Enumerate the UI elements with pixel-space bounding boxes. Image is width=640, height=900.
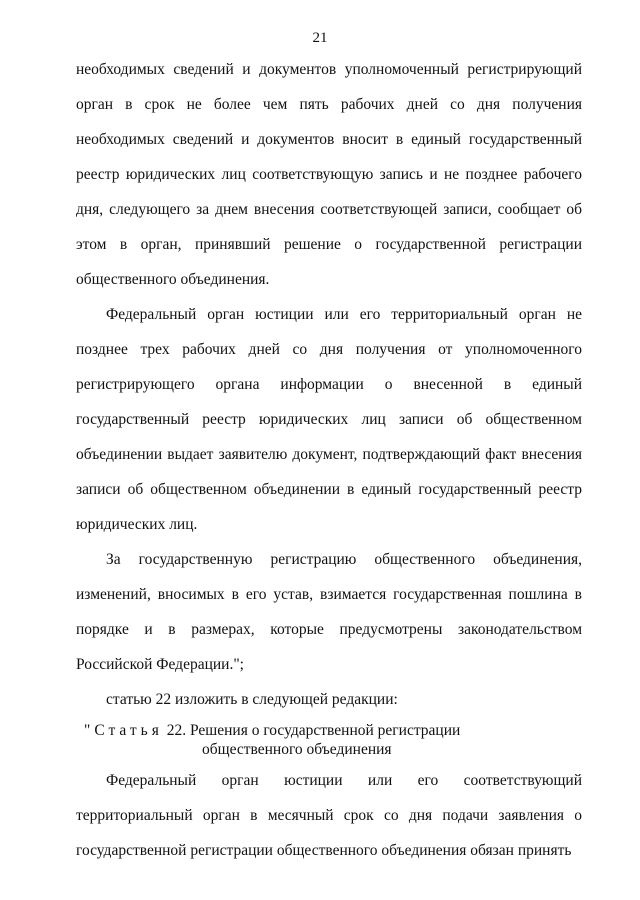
paragraph-monthly-decision: Федеральный орган юстиции или его соответствующий территориальный орган в месячный срок со дня подачи заявления о государственной регистрации общественного объединения обязан принять	[76, 772, 582, 859]
page-number: 21	[312, 30, 328, 46]
article-heading	[84, 721, 582, 759]
paragraph-registration-entry: необходимых сведений и документов уполномоченный регистрирующий орган в срок не более чем пять рабочих дней со дня получения необходимых сведений и документов вносит в единый государственный реестр юридических лиц соответствующую запись и не позднее рабочего дня, следующего за днем внесения соответствующей записи, сообщает об этом в орган, принявший решение о государственной регистрации общественного объединения.	[76, 61, 582, 288]
amendment-instruction: статью 22 изложить в следующей редакции:	[106, 691, 398, 708]
paragraph-justice-body-document: Федеральный орган юстиции или его территориальный орган не позднее трех рабочих дней со дня получения от уполномоченного регистрирующего органа информации о внесенной в единый государственный реестр юридических лиц записи об общественном объединении выдает заявителю документ, подтверждающий факт внесения записи об общественном объединении в единый государственный реестр юридических лиц.	[76, 306, 582, 533]
document-body	[76, 52, 582, 868]
article-title-line2: общественного объединения	[202, 741, 392, 758]
paragraph-state-fee: За государственную регистрацию общественного объединения, изменений, вносимых в его устав, взимается государственная пошлина в порядке и в размерах, которые предусмотрены законодательством Российской Федерации.";	[76, 551, 582, 673]
article-prefix: "Статья	[84, 722, 163, 739]
article-title-line1: 22. Решения о государственной регистрации	[162, 722, 461, 739]
